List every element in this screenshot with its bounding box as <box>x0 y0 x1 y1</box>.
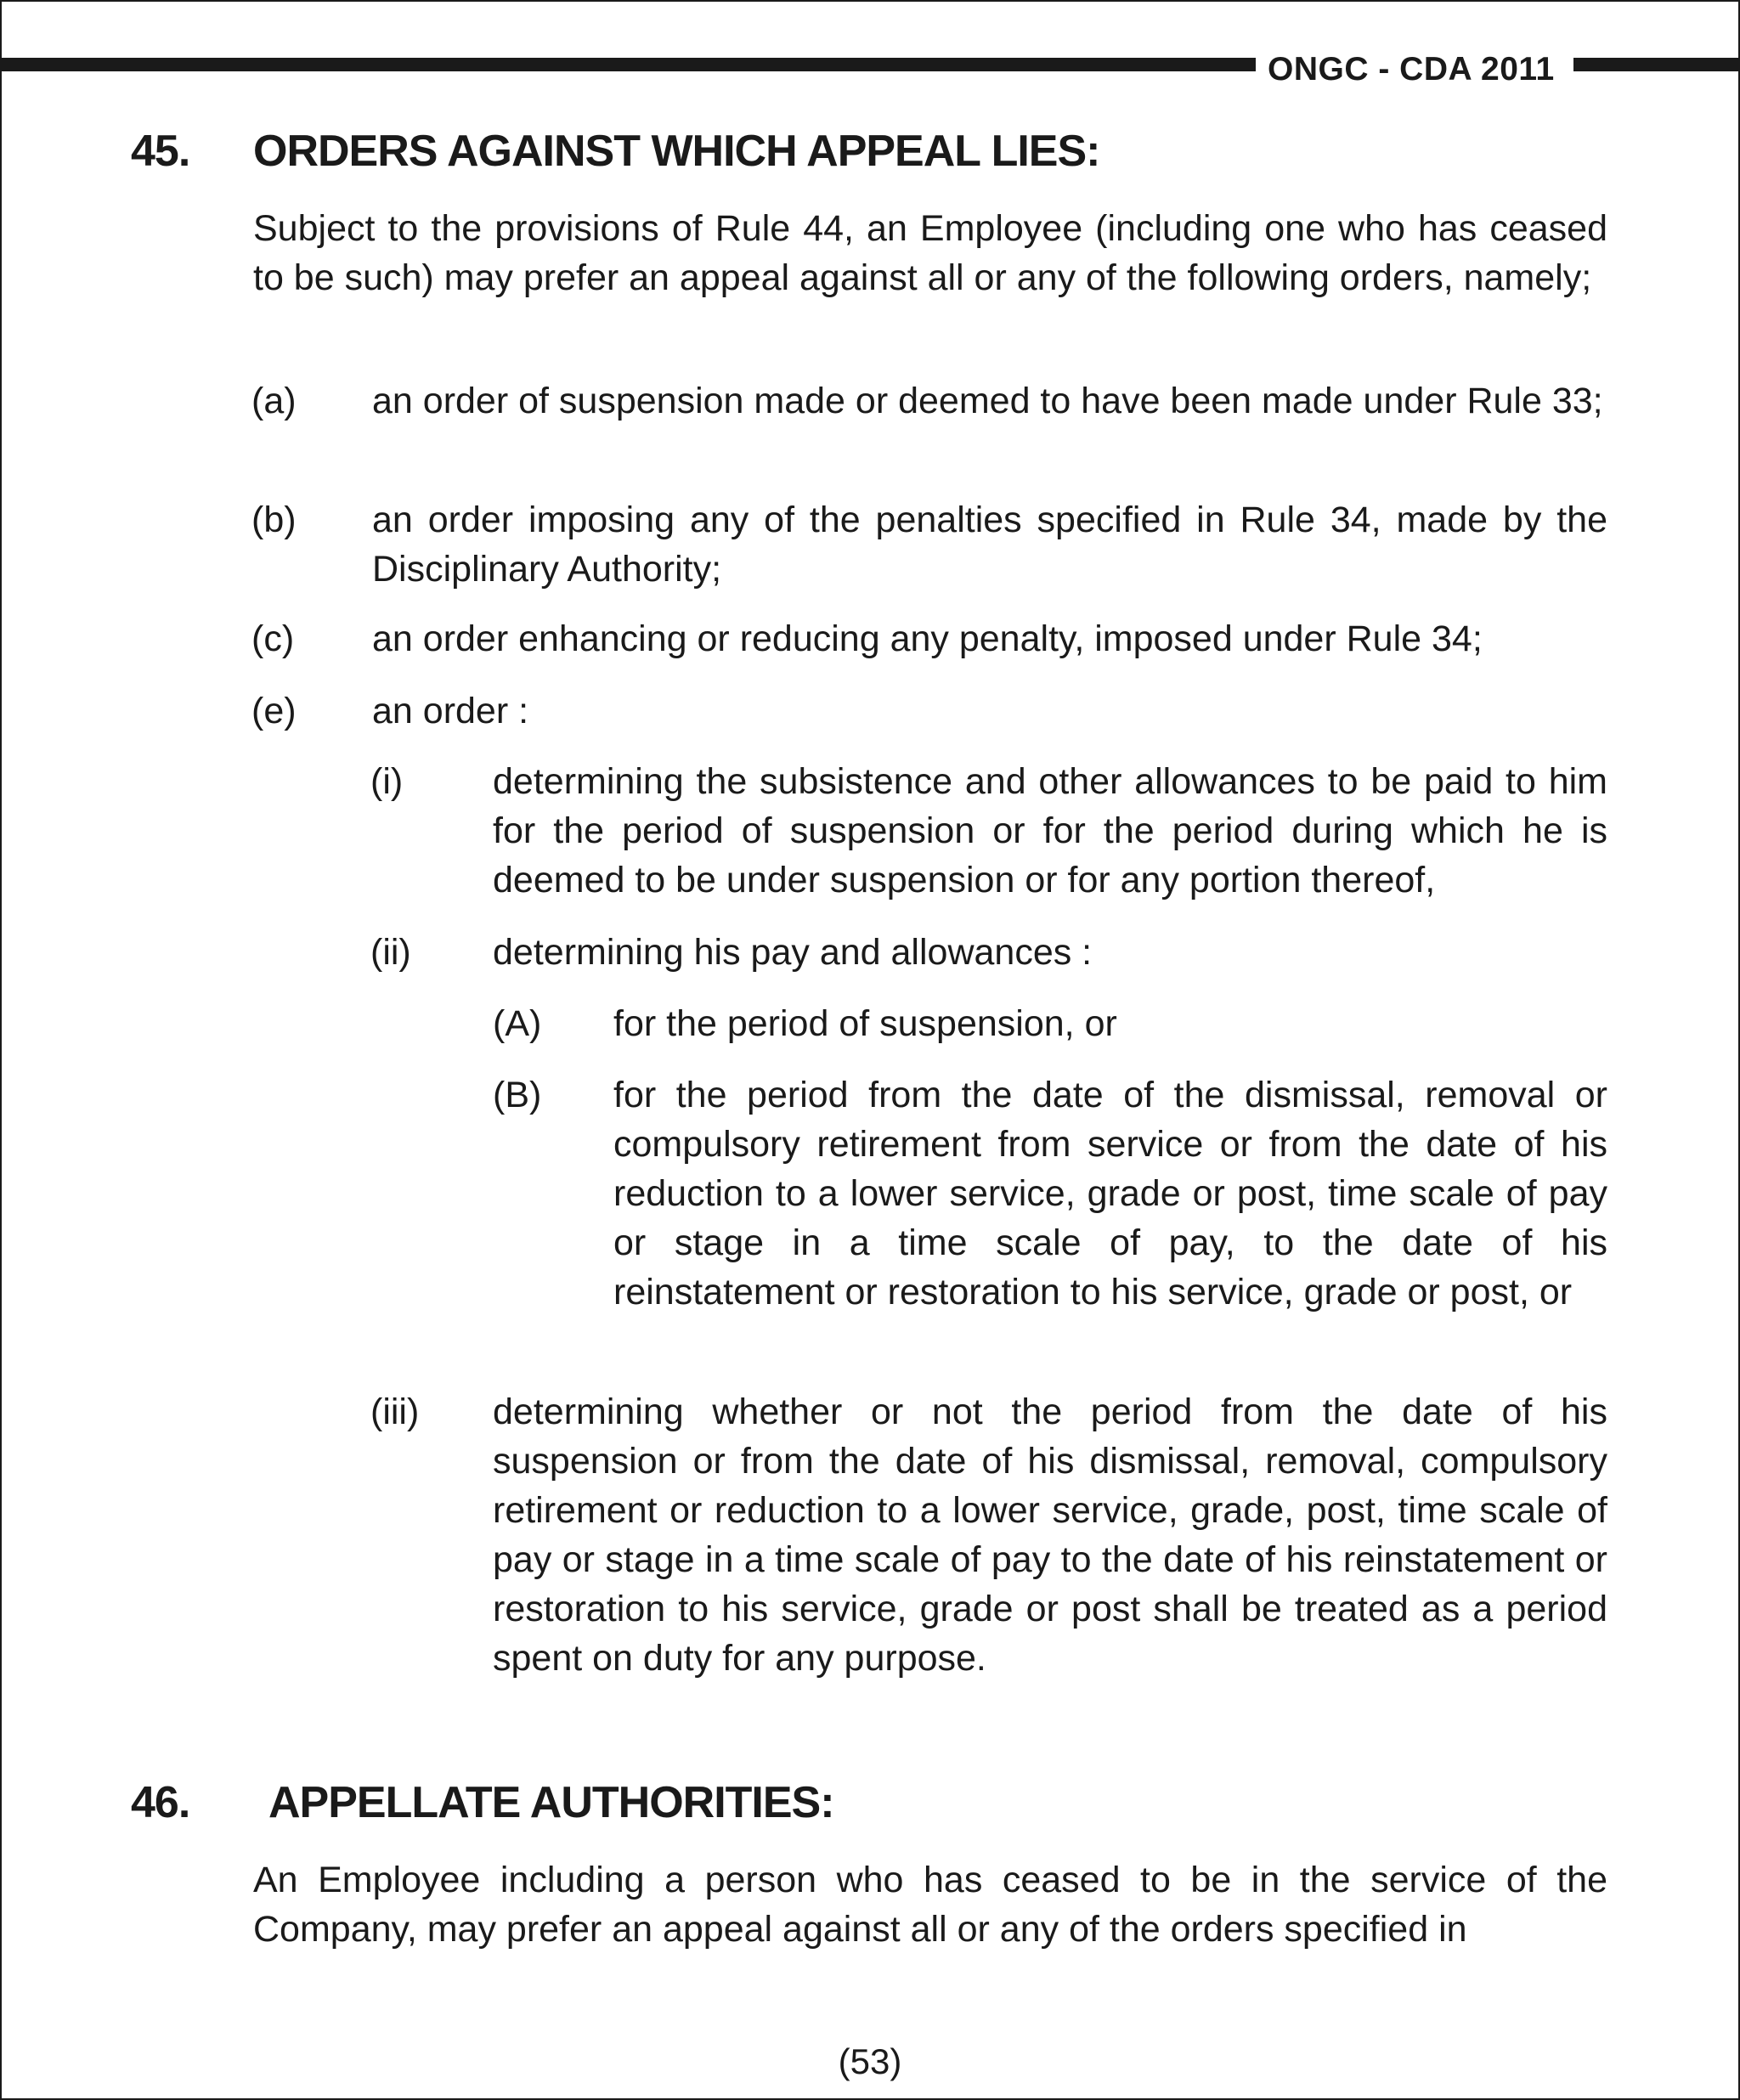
item-label: (b) <box>251 500 297 540</box>
item-label: (a) <box>251 381 297 421</box>
item-text: an order enhancing or reducing any penalty, imposed under Rule 34; <box>372 618 1483 659</box>
page-number: (53) <box>838 2041 902 2081</box>
section-number: 45. <box>131 127 190 176</box>
item-label: (c) <box>251 618 295 659</box>
item-text: an order : <box>372 691 529 731</box>
subsubitem-label: (A) <box>493 1003 542 1044</box>
header-rule-right <box>1573 58 1740 71</box>
subitem-label: (iii) <box>370 1392 420 1432</box>
item-text: an order of suspension made or deemed to have been made under Rule 33; <box>372 381 1603 421</box>
section-title: APPELLATE AUTHORITIES: <box>268 1778 834 1827</box>
section-title: ORDERS AGAINST WHICH APPEAL LIES: <box>253 127 1100 176</box>
subitem-label: (ii) <box>370 932 411 973</box>
document-header-label: ONGC - CDA 2011 <box>1268 51 1555 88</box>
subsubitem-text: for the period from the date of the dismissal, removal or compulsory retirement from service or from the date of his reduction to a lower service, grade or post, time scale of pay or stage in a time scale of pay, to the date of his reinstatement or restoration to his service, grade or post, or <box>613 1075 1607 1312</box>
section-46-intro: An Employee including a person who has ceased to be in the service of the Company, may prefer an appeal against all or any of the orders specified in <box>253 1860 1607 1950</box>
item-text: an order imposing any of the penalties specified in Rule 34, made by the Disciplinary Authority; <box>372 500 1607 590</box>
subitem-text: determining whether or not the period from the date of his suspension or from the date of his dismissal, removal, compulsory retirement or reduction to a lower service, grade, post, time scale of pay or stage in a time scale of pay to the date of his reinstatement or restoration to his service, grade or post shall be treated as a period spent on duty for any purpose. <box>493 1392 1607 1679</box>
subsubitem-text: for the period of suspension, or <box>613 1003 1117 1044</box>
header-rule-left <box>0 58 1256 71</box>
subitem-text: determining his pay and allowances : <box>493 932 1093 973</box>
section-number: 46. <box>131 1778 190 1827</box>
subitem-text: determining the subsistence and other allowances to be paid to him for the period of suspension or for the period during which he is deemed to be under suspension or for any portion thereof, <box>493 761 1607 900</box>
subsubitem-label: (B) <box>493 1075 542 1115</box>
subitem-label: (i) <box>370 761 404 802</box>
section-45-intro: Subject to the provisions of Rule 44, an Employee (including one who has ceased to be such) may prefer an appeal against all or any of the following orders, namely; <box>253 208 1607 298</box>
item-label: (e) <box>251 691 297 731</box>
